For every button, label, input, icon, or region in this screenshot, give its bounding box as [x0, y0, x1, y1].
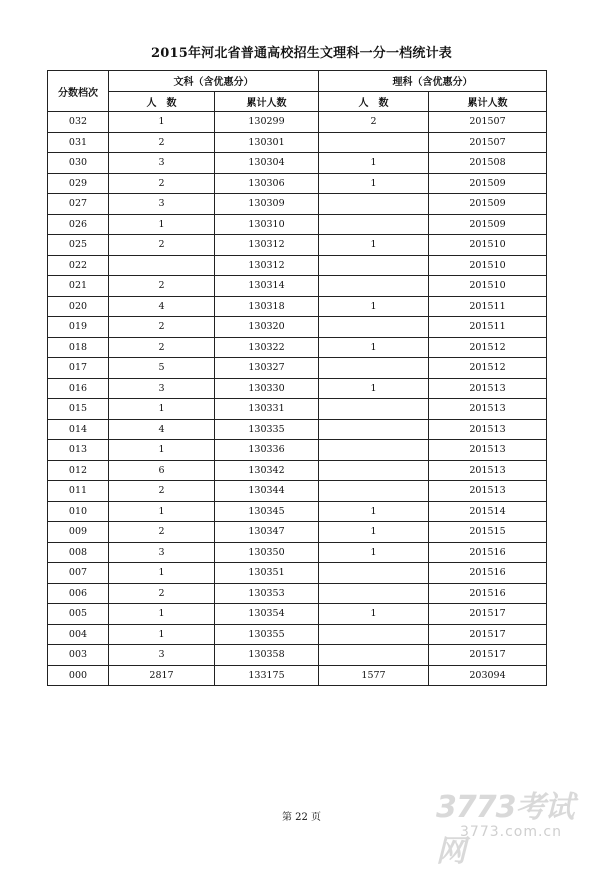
table-row [48, 112, 547, 133]
cell-wen-count: 3 [109, 153, 215, 174]
cell-score-level: 009 [48, 522, 109, 543]
cell-score-level: 013 [48, 440, 109, 461]
cell-li-cumulative: 201507 [429, 112, 547, 133]
cell-wen-count: 4 [109, 296, 215, 317]
cell-wen-cumulative: 130327 [215, 358, 319, 379]
cell-score-level: 017 [48, 358, 109, 379]
cell-wen-count: 4 [109, 419, 215, 440]
cell-li-cumulative: 201514 [429, 501, 547, 522]
cell-li-cumulative: 201509 [429, 173, 547, 194]
cell-li-cumulative: 201516 [429, 563, 547, 584]
table-row [48, 358, 547, 379]
cell-li-cumulative: 201513 [429, 399, 547, 420]
cell-li-cumulative: 201510 [429, 235, 547, 256]
cell-wen-cumulative: 130353 [215, 583, 319, 604]
cell-li-cumulative: 201512 [429, 337, 547, 358]
cell-li-count: 2 [319, 112, 429, 133]
cell-wen-count: 1 [109, 501, 215, 522]
table-row [48, 317, 547, 338]
table-row [48, 378, 547, 399]
watermark-logo [400, 780, 600, 869]
table-row [48, 604, 547, 625]
cell-li-cumulative: 201512 [429, 358, 547, 379]
cell-score-level: 021 [48, 276, 109, 297]
cell-li-count [319, 214, 429, 235]
cell-li-count [319, 399, 429, 420]
cell-wen-count: 2817 [109, 665, 215, 686]
header-li-group: 理科（含优惠分） [319, 71, 547, 92]
cell-wen-count: 3 [109, 645, 215, 666]
cell-li-count [319, 255, 429, 276]
cell-wen-cumulative: 130312 [215, 235, 319, 256]
cell-wen-cumulative: 133175 [215, 665, 319, 686]
cell-wen-cumulative: 130309 [215, 194, 319, 215]
cell-li-count [319, 440, 429, 461]
cell-li-count [319, 194, 429, 215]
table-row [48, 460, 547, 481]
cell-wen-cumulative: 130330 [215, 378, 319, 399]
cell-li-count: 1 [319, 337, 429, 358]
cell-wen-count: 5 [109, 358, 215, 379]
cell-wen-count: 3 [109, 542, 215, 563]
cell-score-level: 003 [48, 645, 109, 666]
header-li-count: 人 数 [319, 91, 429, 112]
cell-li-cumulative: 201517 [429, 645, 547, 666]
table-row [48, 419, 547, 440]
cell-li-count: 1 [319, 153, 429, 174]
cell-li-cumulative: 201517 [429, 604, 547, 625]
cell-li-cumulative: 201509 [429, 194, 547, 215]
cell-li-cumulative: 201513 [429, 440, 547, 461]
cell-score-level: 031 [48, 132, 109, 153]
cell-li-count [319, 624, 429, 645]
cell-li-cumulative: 201509 [429, 214, 547, 235]
cell-li-cumulative: 201510 [429, 255, 547, 276]
cell-li-cumulative: 201508 [429, 153, 547, 174]
table-row [48, 296, 547, 317]
cell-wen-count: 1 [109, 563, 215, 584]
cell-wen-cumulative: 130336 [215, 440, 319, 461]
cell-wen-count: 6 [109, 460, 215, 481]
cell-li-count: 1 [319, 522, 429, 543]
cell-wen-cumulative: 130312 [215, 255, 319, 276]
cell-li-cumulative: 201515 [429, 522, 547, 543]
cell-wen-cumulative: 130320 [215, 317, 319, 338]
header-wen-cumulative: 累计人数 [215, 91, 319, 112]
cell-wen-count: 2 [109, 173, 215, 194]
cell-li-count [319, 563, 429, 584]
cell-wen-count: 2 [109, 583, 215, 604]
page-title: 2015年河北省普通高校招生文理科一分一档统计表 [151, 46, 452, 61]
cell-wen-count: 2 [109, 132, 215, 153]
cell-li-cumulative: 201517 [429, 624, 547, 645]
cell-li-count [319, 460, 429, 481]
cell-li-count [319, 419, 429, 440]
table-row [48, 337, 547, 358]
cell-li-count [319, 317, 429, 338]
cell-li-count: 1 [319, 378, 429, 399]
cell-li-count: 1 [319, 296, 429, 317]
cell-wen-cumulative: 130354 [215, 604, 319, 625]
cell-wen-cumulative: 130351 [215, 563, 319, 584]
cell-wen-cumulative: 130344 [215, 481, 319, 502]
table-row [48, 665, 547, 686]
cell-wen-cumulative: 130358 [215, 645, 319, 666]
cell-li-cumulative: 203094 [429, 665, 547, 686]
cell-li-cumulative: 201511 [429, 317, 547, 338]
cell-score-level: 007 [48, 563, 109, 584]
table-row [48, 583, 547, 604]
cell-score-level: 014 [48, 419, 109, 440]
table-row [48, 153, 547, 174]
cell-wen-cumulative: 130318 [215, 296, 319, 317]
cell-li-count [319, 132, 429, 153]
cell-li-count [319, 481, 429, 502]
table-row [48, 501, 547, 522]
cell-wen-cumulative: 130306 [215, 173, 319, 194]
table-row [48, 399, 547, 420]
cell-wen-count: 2 [109, 337, 215, 358]
cell-score-level: 015 [48, 399, 109, 420]
cell-wen-cumulative: 130335 [215, 419, 319, 440]
cell-wen-cumulative: 130304 [215, 153, 319, 174]
cell-wen-count: 1 [109, 112, 215, 133]
cell-wen-cumulative: 130355 [215, 624, 319, 645]
cell-li-count [319, 583, 429, 604]
cell-score-level: 025 [48, 235, 109, 256]
cell-wen-count [109, 255, 215, 276]
table-row [48, 235, 547, 256]
cell-score-level: 016 [48, 378, 109, 399]
header-score-level: 分数档次 [48, 71, 109, 112]
cell-li-count: 1 [319, 501, 429, 522]
cell-wen-count: 1 [109, 604, 215, 625]
cell-score-level: 029 [48, 173, 109, 194]
cell-score-level: 005 [48, 604, 109, 625]
cell-score-level: 000 [48, 665, 109, 686]
cell-li-count: 1 [319, 542, 429, 563]
watermark-brand: 3773考试网 [436, 790, 574, 869]
watermark-url: 3773.com.cn [460, 824, 562, 840]
header-li-cumulative: 累计人数 [429, 91, 547, 112]
cell-score-level: 012 [48, 460, 109, 481]
cell-li-cumulative: 201513 [429, 460, 547, 481]
cell-li-count: 1 [319, 604, 429, 625]
cell-li-cumulative: 201513 [429, 378, 547, 399]
cell-li-cumulative: 201513 [429, 481, 547, 502]
cell-li-cumulative: 201513 [429, 419, 547, 440]
cell-score-level: 030 [48, 153, 109, 174]
cell-wen-cumulative: 130301 [215, 132, 319, 153]
table-row [48, 276, 547, 297]
table-row [48, 440, 547, 461]
cell-wen-cumulative: 130314 [215, 276, 319, 297]
cell-wen-cumulative: 130331 [215, 399, 319, 420]
table-row [48, 173, 547, 194]
cell-li-cumulative: 201511 [429, 296, 547, 317]
cell-li-cumulative: 201516 [429, 542, 547, 563]
cell-li-cumulative: 201510 [429, 276, 547, 297]
page-number: 第 22 页 [281, 812, 322, 823]
cell-wen-count: 3 [109, 194, 215, 215]
table-row [48, 645, 547, 666]
cell-li-cumulative: 201516 [429, 583, 547, 604]
table-row [48, 522, 547, 543]
cell-score-level: 019 [48, 317, 109, 338]
cell-score-level: 022 [48, 255, 109, 276]
cell-wen-count: 2 [109, 235, 215, 256]
cell-wen-cumulative: 130322 [215, 337, 319, 358]
cell-li-count [319, 645, 429, 666]
cell-li-count [319, 276, 429, 297]
table-row [48, 563, 547, 584]
cell-score-level: 004 [48, 624, 109, 645]
table-row [48, 132, 547, 153]
cell-wen-count: 1 [109, 624, 215, 645]
cell-wen-cumulative: 130342 [215, 460, 319, 481]
cell-wen-cumulative: 130310 [215, 214, 319, 235]
table-row [48, 481, 547, 502]
cell-wen-cumulative: 130299 [215, 112, 319, 133]
cell-wen-count: 2 [109, 276, 215, 297]
cell-score-level: 018 [48, 337, 109, 358]
cell-wen-count: 1 [109, 440, 215, 461]
cell-wen-cumulative: 130347 [215, 522, 319, 543]
cell-score-level: 006 [48, 583, 109, 604]
cell-wen-count: 2 [109, 481, 215, 502]
header-wen-count: 人 数 [109, 91, 215, 112]
cell-score-level: 010 [48, 501, 109, 522]
cell-li-cumulative: 201507 [429, 132, 547, 153]
cell-wen-count: 1 [109, 399, 215, 420]
score-table [47, 70, 547, 686]
cell-score-level: 020 [48, 296, 109, 317]
cell-score-level: 026 [48, 214, 109, 235]
cell-wen-count: 1 [109, 214, 215, 235]
cell-score-level: 008 [48, 542, 109, 563]
cell-score-level: 032 [48, 112, 109, 133]
cell-wen-cumulative: 130345 [215, 501, 319, 522]
cell-li-count: 1 [319, 235, 429, 256]
cell-wen-count: 3 [109, 378, 215, 399]
cell-wen-count: 2 [109, 317, 215, 338]
cell-score-level: 027 [48, 194, 109, 215]
table-row [48, 214, 547, 235]
cell-li-count: 1 [319, 173, 429, 194]
table-row [48, 542, 547, 563]
table-row [48, 194, 547, 215]
table-row [48, 624, 547, 645]
header-wen-group: 文科（含优惠分） [109, 71, 319, 92]
cell-wen-cumulative: 130350 [215, 542, 319, 563]
cell-li-count: 1577 [319, 665, 429, 686]
table-row [48, 255, 547, 276]
cell-score-level: 011 [48, 481, 109, 502]
cell-wen-count: 2 [109, 522, 215, 543]
cell-li-count [319, 358, 429, 379]
